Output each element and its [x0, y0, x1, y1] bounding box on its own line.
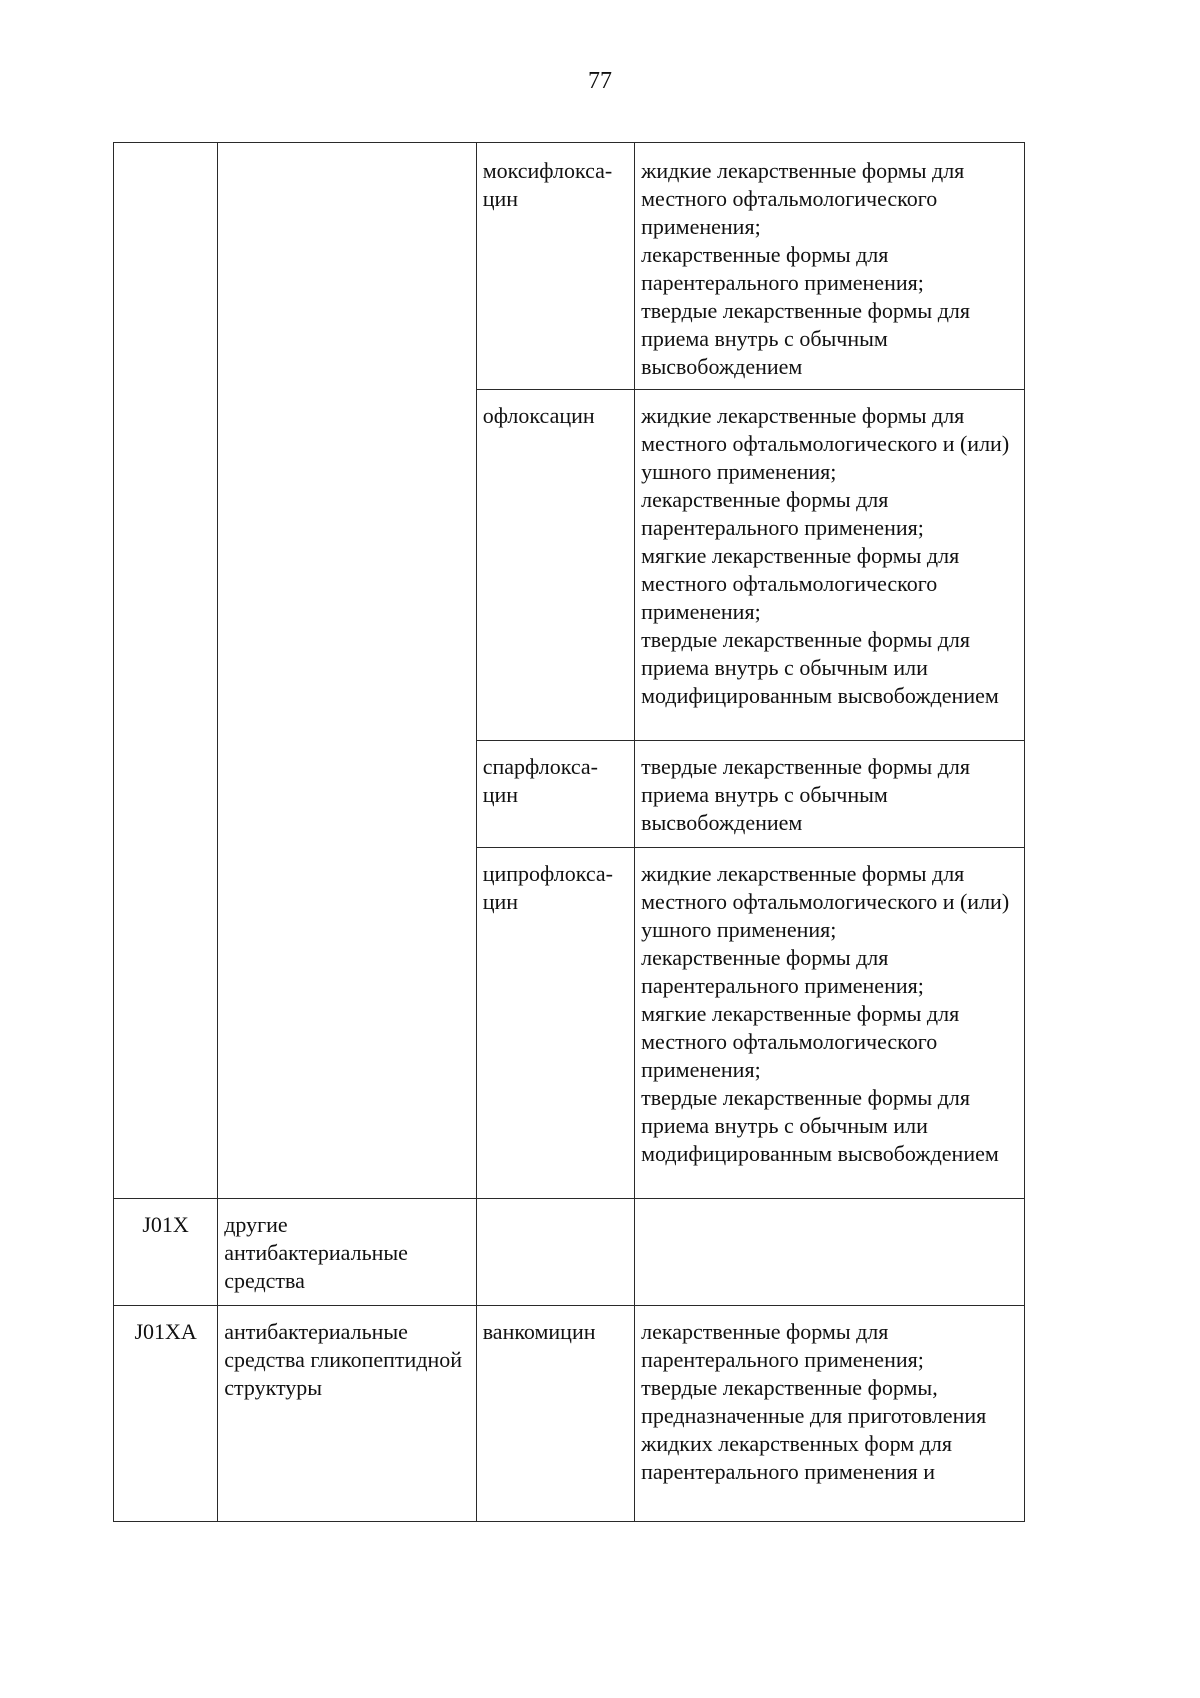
dosage-forms-cell: лекарственные формы для парентерального применения; твердые лекарственные формы, предназначенные для приготовления жидких лекарственных форм для парентерального применения и — [635, 1306, 1025, 1522]
drug-name-cell — [476, 1199, 634, 1306]
atc-code-cell: J01XA — [114, 1306, 218, 1522]
table-row — [114, 1306, 1025, 1522]
medication-table — [113, 142, 1025, 1522]
dosage-forms-cell: твердые лекарственные формы для приема внутрь с обычным высвобождением — [635, 741, 1025, 848]
table-row — [114, 143, 1025, 390]
dosage-forms-cell — [635, 1199, 1025, 1306]
page-number: 77 — [588, 68, 612, 94]
drug-name-cell: ципрофлокса- цин — [476, 848, 634, 1199]
dosage-forms-cell: жидкие лекарственные формы для местного офтальмологического и (или) ушного применения; лекарственные формы для парентерального применения; мягкие лекарственные формы для местного офтальмологического применения; твердые лекарственные формы для приема внутрь с обычным или модифицированным высвобождением — [635, 848, 1025, 1199]
therapeutic-group-cell — [218, 143, 476, 1199]
atc-code-cell — [114, 143, 218, 1199]
dosage-forms-cell: жидкие лекарственные формы для местного офтальмологического и (или) ушного применения; лекарственные формы для парентерального применения; мягкие лекарственные формы для местного офтальмологического применения; твердые лекарственные формы для приема внутрь с обычным или модифицированным высвобождением — [635, 390, 1025, 741]
drug-name-cell: офлоксацин — [476, 390, 634, 741]
drug-name-cell: моксифлокса- цин — [476, 143, 634, 390]
therapeutic-group-cell: антибактериальные средства гликопептидной структуры — [218, 1306, 476, 1522]
dosage-forms-cell: жидкие лекарственные формы для местного офтальмологического применения; лекарственные формы для парентерального применения; твердые лекарственные формы для приема внутрь с обычным высвобождением — [635, 143, 1025, 390]
drug-name-cell: ванкомицин — [476, 1306, 634, 1522]
drug-name-cell: спарфлокса- цин — [476, 741, 634, 848]
table-row — [114, 1199, 1025, 1306]
therapeutic-group-cell: другие антибактериальные средства — [218, 1199, 476, 1306]
atc-code-cell: J01X — [114, 1199, 218, 1306]
